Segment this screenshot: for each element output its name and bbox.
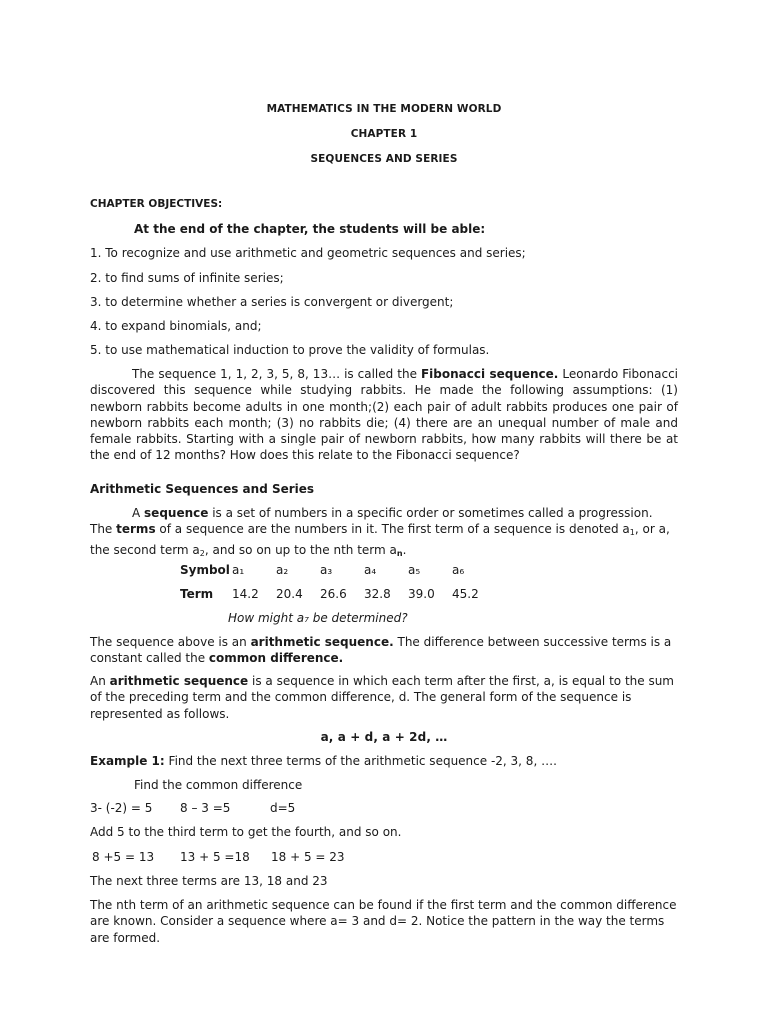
chapter-topic: SEQUENCES AND SERIES xyxy=(310,153,458,165)
add-1: 8 +5 = 13 xyxy=(92,850,155,864)
nth-term-paragraph: The nth term of an arithmetic sequence can be found if the first term and the common difference are known. Consider a sequence where a= 3 and d= 2. Notice the pattern in the way the terms are formed. xyxy=(90,898,677,945)
symbol-cell: a₂ xyxy=(276,563,289,577)
objective-item: 4. to expand binomials, and; xyxy=(90,319,262,333)
example-label: Example 1: xyxy=(90,754,165,768)
add-3: 18 + 5 = 23 xyxy=(271,850,345,864)
term-cell: 45.2 xyxy=(452,587,479,601)
sequence-term: sequence xyxy=(144,506,209,520)
subscript: 2 xyxy=(199,548,205,558)
symbol-label: Symbol xyxy=(180,563,230,577)
example1-step2: Add 5 to the third term to get the fourth, and so on. xyxy=(90,825,402,839)
symbol-cell: a₆ xyxy=(452,563,465,577)
terms-term: terms xyxy=(116,522,156,537)
term-cell: 14.2 xyxy=(232,587,259,601)
fibonacci-paragraph xyxy=(90,366,678,464)
term-row xyxy=(180,582,496,606)
table-question: How might a₇ be determined? xyxy=(228,611,408,625)
text: is a set of numbers in a specific order or sometimes called a progression. The xyxy=(90,506,653,537)
objective-item: 2. to find sums of infinite series; xyxy=(90,271,284,285)
example1-step1: Find the common difference xyxy=(134,778,303,792)
symbol-cell: a₃ xyxy=(320,563,333,577)
chapter-number: CHAPTER 1 xyxy=(350,128,418,140)
common-difference-term: common difference. xyxy=(208,651,344,666)
objectives-heading: CHAPTER OBJECTIVES: xyxy=(90,198,223,210)
text: of a sequence are the numbers in it. The first term of a sequence is denoted a xyxy=(155,522,630,537)
text: A xyxy=(132,506,145,520)
calc-3: d=5 xyxy=(270,801,296,815)
objective-item: 5. to use mathematical induction to prove the validity of formulas. xyxy=(90,343,490,357)
term-cell: 32.8 xyxy=(364,587,391,601)
objectives-intro: At the end of the chapter, the students will be able: xyxy=(134,222,486,236)
text: . xyxy=(402,542,407,557)
term-cell: 20.4 xyxy=(276,587,303,601)
text: is a sequence in which each term after the first, a, is equal to the sum of the preceding term and the common difference, d. The general form of the sequence is represented as follows. xyxy=(90,674,674,721)
term-label: Term xyxy=(180,587,214,601)
sequence-definition xyxy=(90,505,678,562)
text: , and so on up to the nth term a xyxy=(204,542,397,557)
symbol-cell: a₄ xyxy=(364,563,377,577)
common-difference-paragraph xyxy=(90,634,678,667)
term-cell: 26.6 xyxy=(320,587,347,601)
fibonacci-text: The sequence 1, 1, 2, 3, 5, 8, 13… is called the xyxy=(132,367,421,381)
objective-item: 3. to determine whether a series is convergent or divergent; xyxy=(90,295,454,309)
example1-prompt xyxy=(90,754,557,768)
arithmetic-term: arithmetic sequence. xyxy=(250,635,394,649)
arithmetic-heading: Arithmetic Sequences and Series xyxy=(90,482,315,496)
text: The sequence above is an xyxy=(90,635,251,649)
example1-result: The next three terms are 13, 18 and 23 xyxy=(90,874,328,888)
objective-item: 1. To recognize and use arithmetic and geometric sequences and series; xyxy=(90,246,526,260)
term-cell: 39.0 xyxy=(408,587,435,601)
fibonacci-term: Fibonacci sequence. xyxy=(420,367,559,381)
symbol-cell: a₅ xyxy=(408,563,421,577)
general-form: a, a + d, a + 2d, … xyxy=(320,730,448,744)
arithmetic-definition xyxy=(90,673,678,722)
fibonacci-text-rest: Leonardo Fibonacci discovered this sequence while studying rabbits. He made the following assumptions: (1) newborn rabbits become adults in one month;(2) each pair of adult rabbits produces one pair of newborn rabbits each month; (3) no rabbits die; (4) there are an unequal number of male and female rabbits. Starting with a single pair of newborn rabbits, how many rabbits will there be at the end of 12 months? How does this relate to the Fibonacci sequence? xyxy=(90,367,679,463)
text: , or a, the second term a xyxy=(90,522,670,557)
arithmetic-sequence-term: arithmetic sequence xyxy=(109,674,249,688)
example-text: Find the next three terms of the arithmetic sequence -2, 3, 8, …. xyxy=(164,754,557,768)
text: An xyxy=(90,674,110,688)
symbol-row xyxy=(180,558,496,582)
calc-2: 8 – 3 =5 xyxy=(180,801,231,815)
text: The difference between successive terms is a constant called the xyxy=(90,635,672,666)
symbol-cell: a₁ xyxy=(232,563,245,577)
course-title: MATHEMATICS IN THE MODERN WORLD xyxy=(266,103,502,115)
sequence-table xyxy=(180,558,496,606)
calc-1: 3- (-2) = 5 xyxy=(90,801,153,815)
subscript: n xyxy=(396,548,403,558)
add-2: 13 + 5 =18 xyxy=(180,850,250,864)
subscript: 1 xyxy=(629,528,635,538)
